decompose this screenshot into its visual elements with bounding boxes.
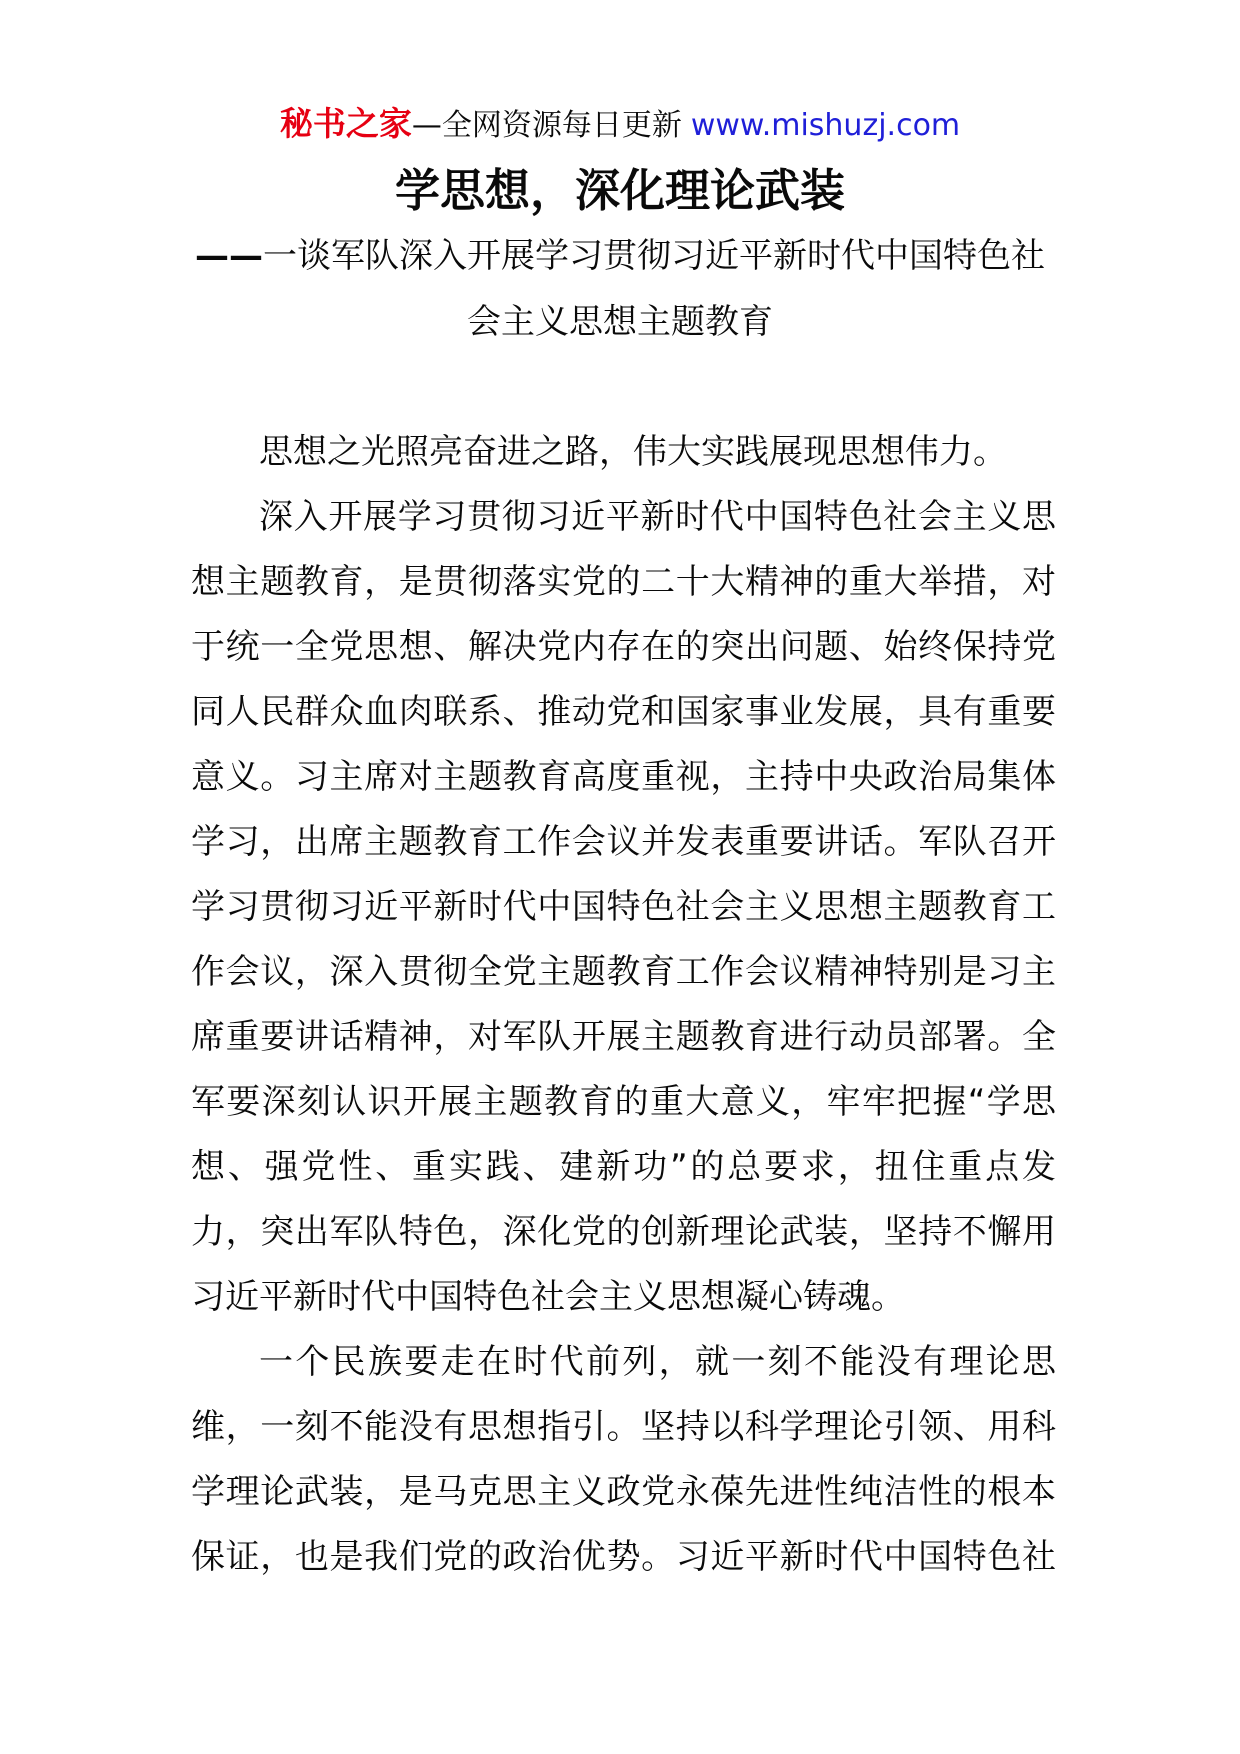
paragraph-line: 席重要讲话精神，对军队开展主题教育进行动员部署。全	[191, 1017, 1056, 1057]
article-body	[191, 420, 1056, 1590]
paragraph-line: 力，突出军队特色，深化党的创新理论武装，坚持不懈用	[191, 1212, 1056, 1252]
site-header	[0, 101, 1240, 147]
subtitle-text: 一谈军队深入开展学习贯彻习近平新时代中国特色社	[263, 236, 1045, 276]
site-url: www.mishuzj.com	[690, 108, 961, 143]
paragraph-line: 学理论武装，是马克思主义政党永葆先进性纯洁性的根本	[191, 1472, 1056, 1512]
paragraph-line: 想、强党性、重实践、建新功”的总要求，扭住重点发	[191, 1147, 1056, 1187]
article-subtitle	[0, 223, 1240, 355]
paragraph-line: 军要深刻认识开展主题教育的重大意义，牢牢把握“学思	[191, 1082, 1056, 1122]
site-brand-name: 秘书之家	[279, 104, 412, 143]
article-title: 学思想，深化理论武装	[394, 164, 845, 217]
paragraph-line: 思想之光照亮奋进之路，伟大实践展现思想伟力。	[259, 432, 1007, 472]
site-tagline: —全网资源每日更新	[411, 108, 682, 143]
paragraph-line: 于统一全党思想、解决党内存在的突出问题、始终保持党	[191, 627, 1056, 667]
paragraph	[191, 485, 1056, 1330]
subtitle-line: 会主义思想主题教育	[467, 302, 773, 342]
paragraph-line: 学习贯彻习近平新时代中国特色社会主义思想主题教育工	[191, 887, 1056, 927]
paragraph-line: 想主题教育，是贯彻落实党的二十大精神的重大举措，对	[191, 562, 1056, 602]
paragraph-line: 一个民族要走在时代前列，就一刻不能没有理论思	[259, 1342, 1056, 1382]
paragraph-line: 维，一刻不能没有思想指引。坚持以科学理论引领、用科	[191, 1407, 1056, 1447]
paragraph-line: 意义。习主席对主题教育高度重视，主持中央政治局集体	[191, 757, 1056, 797]
subtitle-line	[0, 223, 1240, 289]
paragraph-line: 作会议，深入贯彻全党主题教育工作会议精神特别是习主	[191, 952, 1056, 992]
paragraph-line: 保证，也是我们党的政治优势。习近平新时代中国特色社	[191, 1537, 1056, 1577]
subtitle-dash: ——	[195, 236, 263, 276]
paragraph-line: 习近平新时代中国特色社会主义思想凝心铸魂。	[191, 1277, 905, 1317]
paragraph-line: 学习，出席主题教育工作会议并发表重要讲话。军队召开	[191, 822, 1056, 862]
paragraph	[191, 1330, 1056, 1590]
paragraph	[191, 420, 1056, 485]
paragraph-line: 深入开展学习贯彻习近平新时代中国特色社会主义思	[259, 497, 1056, 537]
paragraph-line: 同人民群众血肉联系、推动党和国家事业发展，具有重要	[191, 692, 1056, 732]
